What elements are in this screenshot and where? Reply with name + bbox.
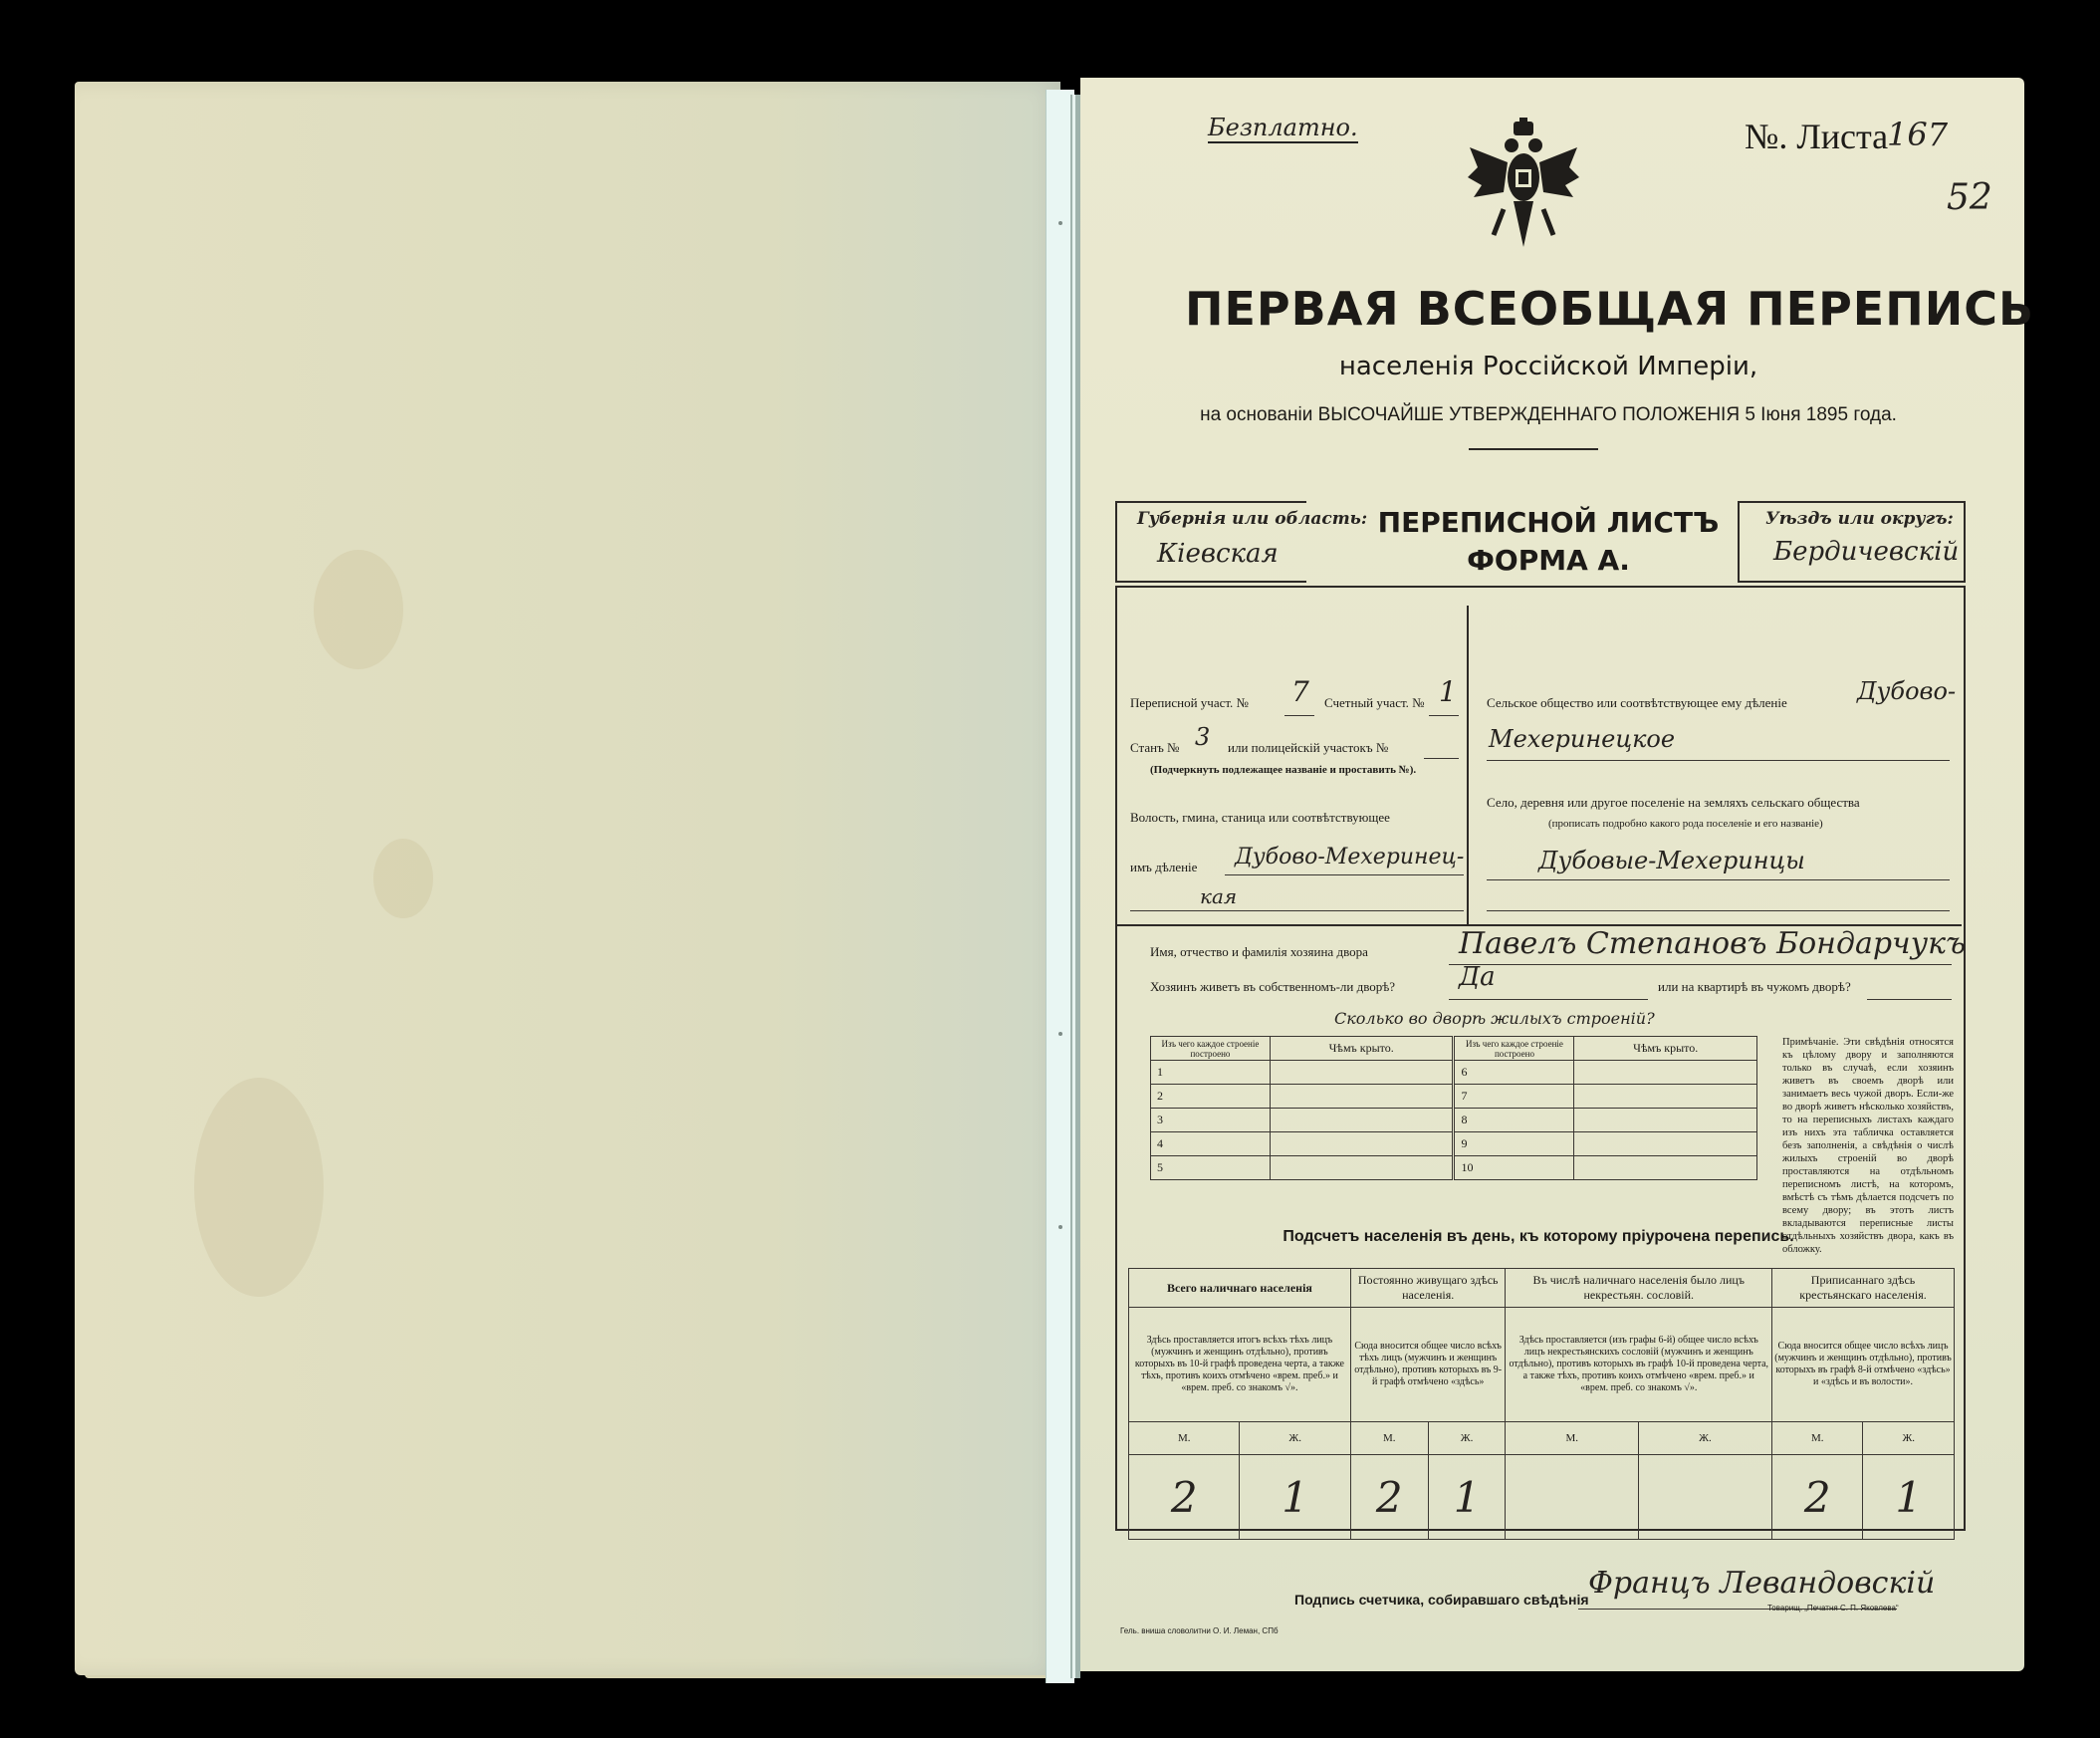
stan-label: Станъ № (1130, 740, 1180, 755)
col-roof-header: Чѣмъ крыто. (1574, 1037, 1757, 1061)
count-area-value: 1 (1439, 675, 1457, 708)
male-label: М. (1350, 1422, 1428, 1455)
count-title: Подсчетъ населенія въ день, къ которому пріурочена перепись. (1283, 1228, 1794, 1245)
imperial-eagle-emblem (1464, 118, 1583, 257)
signature-value: Францъ Левандовскій (1588, 1566, 1936, 1601)
row-number: 4 (1151, 1132, 1271, 1156)
fill-line (1487, 760, 1950, 761)
male-label: М. (1506, 1422, 1638, 1455)
sheet-number-label: №. Листа (1745, 117, 1889, 156)
male-label: М. (1129, 1422, 1240, 1455)
volost-label: Волость, гмина, станица или соотвѣтствующее (1130, 810, 1390, 825)
dwellings-question: Сколько во дворѣ жилыхъ строеній? (1334, 1009, 1655, 1028)
census-area-value: 7 (1291, 675, 1309, 708)
census-title: ПЕРВАЯ ВСЕОБЩАЯ ПЕРЕПИСЬ (1185, 282, 2035, 336)
fill-line (1487, 879, 1950, 880)
census-form-page (1080, 78, 2035, 1671)
fill-line (1449, 964, 1952, 965)
left-blank-page (75, 82, 1060, 1675)
census-area-label: Переписной участ. № (1130, 695, 1249, 710)
count-male-value (1506, 1455, 1638, 1540)
female-label: Ж. (1428, 1422, 1506, 1455)
count-col-header: Въ числѣ наличнаго населенія было лицъ некрестьян. сословій. (1506, 1269, 1772, 1308)
fill-line (1225, 874, 1464, 875)
free-label: Безплатно. (1208, 114, 1358, 141)
row-number: 10 (1454, 1156, 1574, 1180)
count-col-desc: Сюда вносится общее число всѣхъ лицъ (мужчинъ и женщинъ отдѣльно), противъ которыхъ въ графѣ 8-й отмѣчено «здѣсь» и «здѣсь и въ волости». (1772, 1308, 1955, 1422)
society-label: Сельское общество или соотвѣтствующее ему дѣленіе (1487, 695, 1787, 710)
count-col-header: Приписаннаго здѣсь крестьянскаго населенія. (1772, 1269, 1955, 1308)
society-value-cont: Мехеринецкое (1489, 725, 1676, 753)
row-number: 2 (1151, 1085, 1271, 1109)
district-value: Бердичевскій (1773, 537, 1960, 567)
col-roof-header: Чѣмъ крыто. (1270, 1037, 1454, 1061)
census-basis: на основаніи ВЫСОЧАЙШЕ УТВЕРЖДЕННАГО ПОЛОЖЕНІЯ 5 Іюня 1895 года. (1200, 404, 1897, 425)
other-yard-label: или на квартирѣ въ чужомъ дворѣ? (1658, 979, 1851, 994)
village-label: Село, деревня или другое поселеніе на земляхъ сельскаго общества (1487, 795, 1860, 810)
province-value: Кіевская (1157, 539, 1279, 569)
count-male-value: 2 (1772, 1455, 1863, 1540)
province-label: Губернія или область: (1137, 509, 1368, 529)
female-label: Ж. (1240, 1422, 1350, 1455)
binding-stitch (1058, 1032, 1062, 1036)
population-count-table (1128, 1268, 1955, 1540)
paper-stain (194, 1078, 324, 1297)
village-value: Дубовые-Мехеринцы (1538, 847, 1805, 874)
male-label: М. (1772, 1422, 1863, 1455)
count-col-header: Всего наличнаго населенія (1129, 1269, 1351, 1308)
fill-line (1429, 715, 1459, 716)
count-col-desc: Здѣсь проставляется (изъ графы 6-й) общее число всѣхъ лицъ некрестьянскихъ сословій (мужчинъ и женщинъ отдѣльно), противъ которыхъ въ графѣ 10-й проведена черта, а также тѣхъ, противъ коихъ отмѣчено «врем. преб.» и «врем. преб. со знакомъ √». (1506, 1308, 1772, 1422)
row-number: 6 (1454, 1061, 1574, 1085)
ornament-rule (1469, 448, 1598, 450)
count-male-value: 2 (1129, 1455, 1240, 1540)
row-number: 5 (1151, 1156, 1271, 1180)
printer-left: Гель. вниша словолитни О. И. Леман, СПб (1120, 1626, 1279, 1635)
volost-label-cont: имъ дѣленіе (1130, 860, 1198, 874)
dwellings-table (1150, 1036, 1757, 1180)
fill-line (1487, 910, 1950, 911)
stan-value: 3 (1195, 723, 1211, 751)
female-label: Ж. (1638, 1422, 1771, 1455)
col-built-header: Изъ чего каждое строеніе построено (1454, 1037, 1574, 1061)
society-value: Дубово- (1857, 677, 1957, 705)
row-number: 3 (1151, 1109, 1271, 1132)
fill-line (1867, 999, 1952, 1000)
count-female-value: 1 (1428, 1455, 1506, 1540)
count-col-desc: Сюда вносится общее число всѣхъ тѣхъ лицъ (мужчинъ и женщинъ отдѣльно), противъ которыхъ въ 9-й графѣ отмѣчено «здѣсь» (1350, 1308, 1506, 1422)
female-label: Ж. (1863, 1422, 1955, 1455)
province-box (1115, 501, 1368, 583)
spine-fold (1070, 95, 1080, 1678)
binding-stitch (1058, 221, 1062, 225)
row-number: 1 (1151, 1061, 1271, 1085)
count-col-header: Постоянно живущаго здѣсь населенія. (1350, 1269, 1506, 1308)
underline-note: (Подчеркнуть подлежащее названіе и проставить №). (1150, 764, 1417, 776)
district-label: Уѣздъ или округъ: (1765, 509, 1954, 529)
district-box (1738, 501, 1966, 583)
police-area-label: или полицейскій участокъ № (1228, 740, 1389, 755)
row-number: 8 (1454, 1109, 1574, 1132)
signature-label: Подпись счетчика, собиравшаго свѣдѣнія (1294, 1592, 1589, 1608)
form-type: ФОРМА А. (1467, 544, 1630, 577)
census-subtitle: населенія Россійской Имперіи, (1338, 352, 1758, 381)
count-female-value: 1 (1240, 1455, 1350, 1540)
col-built-header: Изъ чего каждое строеніе построено (1151, 1037, 1271, 1061)
volost-value: Дубово-Мехеринец- (1235, 845, 1465, 869)
row-number: 7 (1454, 1085, 1574, 1109)
paper-stain (314, 550, 403, 669)
fill-line (1130, 910, 1464, 911)
village-note: (прописать подробно какого рода поселеніе и его названіе) (1548, 818, 1823, 830)
printer-right: Товарищ. „Печатня С. П. Яковлева“ (1767, 1604, 1899, 1613)
fill-line (1424, 758, 1459, 759)
count-female-value: 1 (1863, 1455, 1955, 1540)
count-male-value: 2 (1350, 1455, 1428, 1540)
paper-stain (373, 839, 433, 918)
fill-line (1284, 715, 1314, 716)
count-col-desc: Здѣсь проставляется итогъ всѣхъ тѣхъ лицъ (мужчинъ и женщинъ отдѣльно), противъ которыхъ въ 10-й графѣ проведена черта, а также тѣхъ, противъ коихъ отмѣчено «врем. преб.» и «врем. преб. со знакомъ √». (1129, 1308, 1351, 1422)
count-area-label: Счетный участ. № (1324, 695, 1425, 710)
column-divider (1467, 606, 1469, 924)
form-title: ПЕРЕПИСНОЙ ЛИСТЪ (1377, 506, 1720, 539)
own-yard-value: Да (1459, 962, 1496, 992)
fill-line (1449, 999, 1648, 1000)
count-female-value (1638, 1455, 1771, 1540)
dwellings-note: Примѣчаніе. Эти свѣдѣнія относятся къ цѣлому двору и заполняются только въ случаѣ, если хозяинъ живетъ въ своемъ дворѣ или занимаетъ весь чужой дворъ. Если-же во дворѣ живетъ нѣсколько хозяйствъ, то на переписныхъ листахъ каждаго изъ нихъ эта табличка оставляется безъ заполненія, а свѣдѣнія о числѣ жилыхъ строеній во дворѣ проставляются на отдѣльномъ переписномъ листѣ, на которомъ, вмѣстѣ съ тѣмъ дѣлается подсчетъ по всему двору; въ этотъ листъ вкладываются переписные листы отдѣльныхъ хозяйствъ двора, какъ въ обложку. (1782, 1037, 1954, 1255)
sheet-number-value: 167 (1887, 116, 1949, 153)
owner-label: Имя, отчество и фамилія хозяина двора (1150, 944, 1368, 959)
owner-value: Павелъ Степановъ Бондарчукъ (1459, 926, 1967, 961)
row-number: 9 (1454, 1132, 1574, 1156)
volost-value-cont: кая (1200, 884, 1238, 908)
corner-number: 52 (1947, 177, 1992, 218)
own-yard-label: Хозяинъ живетъ въ собственномъ-ли дворѣ? (1150, 979, 1396, 994)
binding-stitch (1058, 1225, 1062, 1229)
